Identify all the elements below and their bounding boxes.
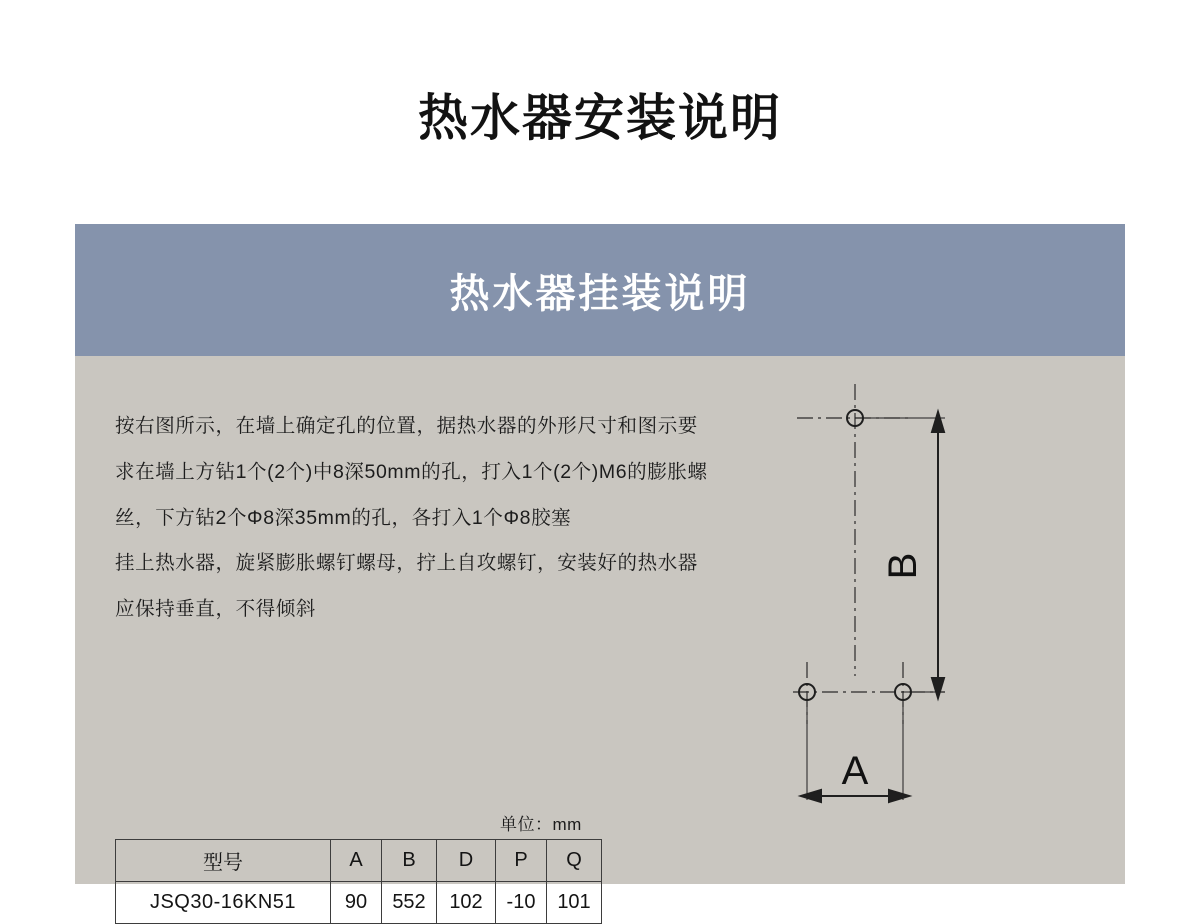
header-cell-b: B bbox=[382, 840, 437, 882]
header-cell-d: D bbox=[437, 840, 496, 882]
table-header-row bbox=[116, 840, 602, 882]
dimension-label-b: B bbox=[881, 552, 925, 580]
header-cell-q: Q bbox=[547, 840, 602, 882]
table-row bbox=[116, 882, 602, 924]
header-cell-a: A bbox=[331, 840, 382, 882]
cell-a: 90 bbox=[331, 882, 382, 924]
spec-table bbox=[115, 839, 602, 924]
installation-card bbox=[75, 224, 1125, 913]
cell-p: -10 bbox=[496, 882, 547, 924]
instructions-text bbox=[115, 404, 815, 633]
instruction-line-5: 应保持垂直，不得倾斜 bbox=[115, 598, 317, 621]
header-cell-model: 型号 bbox=[116, 840, 331, 882]
unit-label: 单位：mm bbox=[500, 815, 582, 834]
instruction-line-3: 丝，下方钻2个Φ8深35mm的孔，各打入1个Φ8胶塞 bbox=[115, 506, 572, 529]
instruction-line-1: 按右图所示，在墙上确定孔的位置，据热水器的外形尺寸和图示要 bbox=[115, 415, 698, 437]
dimension-label-a: A bbox=[841, 749, 869, 793]
page-title: 热水器安装说明 bbox=[418, 90, 782, 146]
instruction-line-4: 挂上热水器，旋紧膨胀螺钉螺母，拧上自攻螺钉，安装好的热水器 bbox=[115, 552, 698, 575]
mounting-hole-diagram bbox=[785, 376, 1085, 876]
card-body bbox=[75, 356, 1125, 913]
cell-q: 101 bbox=[547, 882, 602, 924]
cell-model: JSQ30-16KN51 bbox=[116, 882, 331, 924]
header-cell-p: P bbox=[496, 840, 547, 882]
cell-d: 102 bbox=[437, 882, 496, 924]
card-header-title: 热水器挂装说明 bbox=[449, 271, 751, 316]
cell-b: 552 bbox=[382, 882, 437, 924]
instruction-line-2: 求在墙上方钻1个(2个)中8深50mm的孔，打入1个(2个)M6的膨胀螺 bbox=[115, 460, 708, 483]
card-header bbox=[75, 224, 1125, 356]
